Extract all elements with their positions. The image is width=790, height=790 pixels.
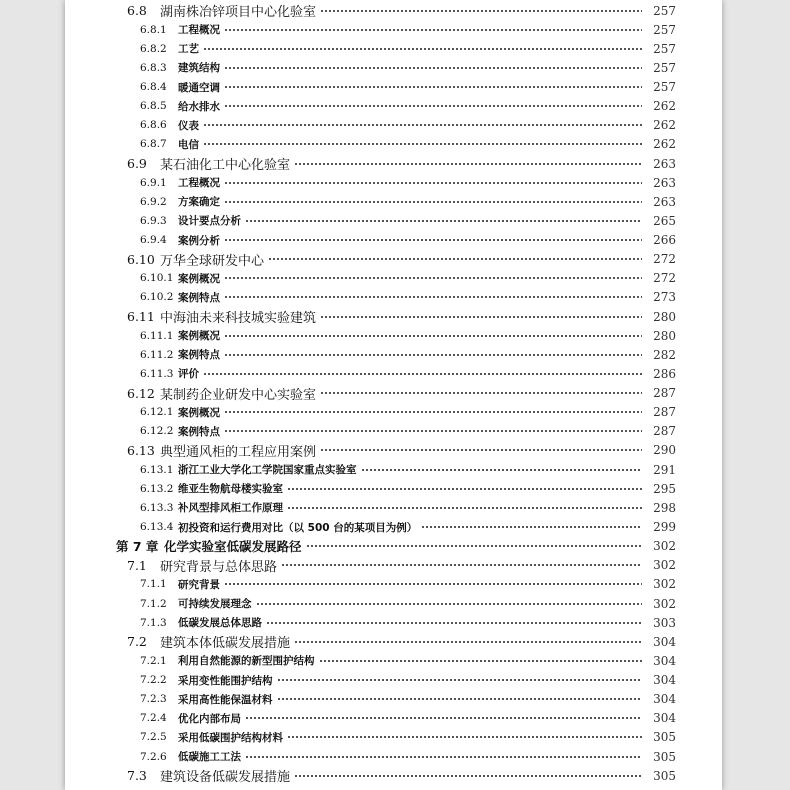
- toc-entry-page: 291: [653, 462, 676, 477]
- toc-entry-number: 6.9: [127, 156, 147, 172]
- dot-leader: [224, 97, 642, 116]
- toc-entry-title: 方案确定: [178, 196, 220, 209]
- toc-entry-title: 中海油未来科技城实验建筑: [160, 311, 317, 327]
- dot-leader: [224, 575, 642, 594]
- toc-entry[interactable]: [65, 498, 722, 517]
- toc-entry-title: 工程概况: [178, 177, 220, 190]
- toc-entry-page: 266: [653, 233, 676, 248]
- toc-entry-page: 265: [653, 213, 676, 228]
- toc-entry[interactable]: [65, 632, 722, 651]
- toc-entry-page: 263: [653, 175, 676, 190]
- toc-entry[interactable]: [65, 575, 722, 594]
- toc-entry-title: 优化内部布局: [178, 712, 241, 725]
- toc-entry-title: 采用低碳围护结构材料: [178, 731, 283, 744]
- toc-entry-number: 6.8.5: [140, 100, 167, 113]
- dot-leader: [224, 20, 642, 39]
- toc-entry-number: 7.2.1: [140, 654, 167, 667]
- toc-entry-title: 初投资和运行费用对比（以 500 台的某项目为例）: [178, 521, 418, 534]
- toc-entry-page: 303: [653, 615, 676, 630]
- toc-entry-number: 7.1.1: [140, 578, 167, 591]
- toc-entry-number: 7.1.2: [140, 597, 167, 610]
- toc-entry-number: 6.8: [127, 3, 147, 18]
- toc-entry-page: 304: [653, 673, 676, 688]
- toc-entry[interactable]: [65, 345, 722, 364]
- toc-entry-number: 6.8.3: [140, 61, 167, 74]
- dot-leader: [224, 403, 642, 422]
- toc-entry-number: 7.1: [127, 557, 147, 573]
- toc-entry[interactable]: [65, 613, 722, 632]
- toc-entry[interactable]: [65, 39, 722, 58]
- toc-entry[interactable]: [65, 173, 722, 192]
- dot-leader: [277, 671, 643, 690]
- dot-leader: [203, 39, 642, 58]
- toc-entry-page: 257: [653, 60, 676, 75]
- dot-leader: [281, 556, 642, 575]
- toc-entry-number: 7.2.2: [140, 674, 167, 687]
- dot-leader: [320, 307, 642, 326]
- dot-leader: [224, 58, 642, 77]
- toc-entry-page: 262: [653, 118, 676, 133]
- toc-entry[interactable]: [65, 460, 722, 479]
- toc-entry-number: 6.8.4: [140, 81, 167, 94]
- toc-entry[interactable]: [65, 384, 722, 403]
- dot-leader: [306, 537, 642, 556]
- toc-entry-title: 工艺: [178, 43, 199, 56]
- toc-entry-number: 6.10.1: [140, 272, 174, 285]
- toc-entry-page: 273: [653, 290, 676, 305]
- toc-entry[interactable]: [65, 441, 722, 460]
- dot-leader: [203, 116, 642, 135]
- toc-entry[interactable]: [65, 135, 722, 154]
- toc-entry-page: 302: [653, 539, 676, 554]
- toc-entry-title: 采用高性能保温材料: [178, 693, 273, 706]
- toc-entry-page: 302: [653, 558, 676, 573]
- dot-leader: [256, 594, 643, 613]
- dot-leader: [245, 709, 642, 728]
- toc-entry-page: 304: [653, 692, 676, 707]
- toc-entry[interactable]: [65, 479, 722, 498]
- toc-entry-number: 6.10.2: [140, 291, 174, 304]
- toc-entry[interactable]: [65, 211, 722, 230]
- toc-entry-title: 案例特点: [178, 291, 220, 304]
- toc-entry-title: 案例概况: [178, 272, 220, 285]
- toc-entry-number: 6.11: [127, 309, 155, 325]
- toc-entry-number: 6.8.6: [140, 119, 167, 132]
- toc-entry-number: 6.8.7: [140, 138, 167, 151]
- toc-entry[interactable]: [65, 231, 722, 250]
- toc-entry[interactable]: [65, 269, 722, 288]
- toc-entry-title: 低碳施工工法: [178, 751, 241, 764]
- toc-entry-page: 287: [653, 424, 676, 439]
- dot-leader: [224, 173, 642, 192]
- toc-entry-number: 7.2.5: [140, 731, 167, 744]
- toc-entry-page: 272: [653, 252, 676, 267]
- toc-entry-page: 302: [653, 577, 676, 592]
- dot-leader: [287, 498, 642, 517]
- toc-entry[interactable]: [65, 192, 722, 211]
- toc-entry-number: 6.12.1: [140, 406, 174, 419]
- toc-entry-page: 287: [653, 405, 676, 420]
- toc-entry-number: 6.8.1: [140, 23, 167, 36]
- toc-entry[interactable]: [65, 307, 722, 326]
- dot-leader: [224, 326, 642, 345]
- toc-entry-number: 6.13.4: [140, 521, 174, 533]
- toc-entry-number: 6.13.1: [140, 463, 174, 476]
- toc-entry-title: 评价: [178, 368, 199, 381]
- dot-leader: [203, 364, 642, 383]
- dot-leader: [320, 441, 642, 460]
- toc-entry-page: 304: [653, 711, 676, 726]
- toc-entry-page: 280: [653, 328, 676, 343]
- toc-entry-page: 287: [653, 386, 676, 401]
- dot-leader: [320, 1, 642, 20]
- toc-entry-number: 6.9.4: [140, 234, 167, 247]
- dot-leader: [203, 135, 642, 154]
- toc-entry-number: 6.13: [127, 442, 155, 458]
- toc-entry[interactable]: [65, 20, 722, 39]
- toc-entry-title: 利用自然能源的新型围护结构: [178, 655, 315, 668]
- toc-entry[interactable]: [65, 518, 722, 537]
- toc-entry-page: 262: [653, 137, 676, 152]
- dot-leader: [224, 231, 642, 250]
- toc-entry-page: 304: [653, 634, 676, 649]
- toc-entry-page: 305: [653, 768, 676, 783]
- toc-entry-page: 257: [653, 41, 676, 56]
- toc-entry-number: 7.2.4: [140, 712, 167, 725]
- dot-leader: [320, 384, 642, 403]
- dot-leader: [361, 460, 643, 479]
- dot-leader: [224, 288, 642, 307]
- toc-entry-title: 建筑设备低碳发展措施: [160, 770, 291, 786]
- dot-leader: [277, 690, 643, 709]
- toc-entry-title: 可持续发展理念: [178, 598, 252, 611]
- toc-entry-number: 6.11.1: [140, 329, 174, 342]
- toc-entry[interactable]: [65, 288, 722, 307]
- toc-entry[interactable]: [65, 594, 722, 613]
- toc-entry-number: 7.1.3: [140, 616, 167, 629]
- toc-entry-title: 研究背景与总体思路: [160, 559, 278, 575]
- toc-entry-number: 6.8.2: [140, 42, 167, 55]
- toc-entry[interactable]: [65, 403, 722, 422]
- dot-leader: [245, 211, 642, 230]
- toc-entry-title: 浙江工业大学化工学院国家重点实验室: [178, 464, 357, 477]
- dot-leader: [224, 269, 642, 288]
- toc-entry-number: 6.13.3: [140, 501, 174, 514]
- toc-entry-title: 工程概况: [178, 24, 220, 37]
- toc-entry-page: 304: [653, 653, 676, 668]
- toc-entry-page: 280: [653, 309, 676, 324]
- toc-entry-title: 设计要点分析: [178, 215, 241, 228]
- toc-entry[interactable]: [65, 326, 722, 345]
- toc-entry-title: 建筑本体低碳发展措施: [160, 636, 291, 652]
- toc-entry-title: 维亚生物航母楼实验室: [178, 483, 283, 496]
- toc-entry-title: 电信: [178, 138, 199, 151]
- toc-entry-title: 给水排水: [178, 100, 220, 113]
- toc-entry-number: 7.2.6: [140, 750, 167, 763]
- toc-entry[interactable]: [65, 766, 722, 785]
- toc-entry-page: 295: [653, 481, 676, 496]
- dot-leader: [224, 192, 642, 211]
- toc-entry-page: 272: [653, 271, 676, 286]
- toc-entry[interactable]: [65, 728, 722, 747]
- toc-entry[interactable]: [65, 537, 722, 556]
- toc-entry-title: 案例分析: [178, 234, 220, 247]
- toc-entry-number: 7.3: [127, 768, 147, 784]
- toc-entry[interactable]: [65, 690, 722, 709]
- toc-entry[interactable]: [65, 154, 722, 173]
- toc-entry-number: 7.2: [127, 634, 147, 650]
- toc-entry-title: 建筑结构: [178, 62, 220, 75]
- toc-entry[interactable]: [65, 58, 722, 77]
- toc-entry[interactable]: [65, 116, 722, 135]
- dot-leader: [224, 422, 642, 441]
- toc-entry-title: 案例特点: [178, 425, 220, 438]
- toc-entry-title: 采用变性能围护结构: [178, 674, 273, 687]
- toc-entry-number: 6.9.2: [140, 195, 167, 208]
- document-page: [65, 0, 722, 790]
- dot-leader: [421, 518, 642, 537]
- dot-leader: [319, 651, 643, 670]
- toc-entry-page: 299: [653, 520, 676, 534]
- toc-entry-number: 6.13.2: [140, 482, 174, 495]
- toc-entry[interactable]: [65, 651, 722, 670]
- dot-leader: [266, 613, 642, 632]
- toc-entry-title: 案例特点: [178, 349, 220, 362]
- toc-entry[interactable]: [65, 250, 722, 269]
- toc-entry-number: 6.11.3: [140, 367, 174, 380]
- dot-leader: [294, 632, 642, 651]
- toc-entry-number: 6.9.1: [140, 176, 167, 189]
- toc-entry-page: 305: [653, 730, 676, 745]
- toc-entry-page: 286: [653, 366, 676, 381]
- toc-entry-page: 305: [653, 749, 676, 764]
- toc-entry[interactable]: [65, 97, 722, 116]
- toc-entry-number: 6.10: [127, 251, 155, 267]
- dot-leader: [224, 78, 642, 97]
- toc-entry[interactable]: [65, 364, 722, 383]
- toc-entry[interactable]: [65, 556, 722, 575]
- toc-entry-page: 257: [653, 3, 676, 18]
- toc-entry-title: 化学实验室低碳发展路径: [164, 539, 302, 555]
- toc-entry-title: 某石油化工中心化验室: [160, 158, 291, 174]
- toc-entry-number: 7.2.3: [140, 693, 167, 706]
- dot-leader: [268, 250, 642, 269]
- toc-entry-page: 290: [653, 443, 676, 458]
- toc-entry-page: 263: [653, 194, 676, 209]
- toc-entry-number: 6.12: [127, 385, 155, 401]
- toc-entry-page: 257: [653, 22, 676, 37]
- toc-entry[interactable]: [65, 709, 722, 728]
- toc-entry-title: 补风型排风柜工作原理: [178, 502, 283, 515]
- toc-entry-number: 6.11.2: [140, 348, 174, 361]
- toc-entry-title: 湖南株冶锌项目中心化验室: [160, 5, 317, 20]
- toc-entry-number: 6.9.3: [140, 214, 167, 227]
- dot-leader: [224, 345, 642, 364]
- toc-entry-page: 257: [653, 80, 676, 95]
- dot-leader: [294, 766, 642, 785]
- toc-entry-page: 262: [653, 99, 676, 114]
- dot-leader: [287, 728, 642, 747]
- toc-entry-number: 6.12.2: [140, 425, 174, 438]
- toc-entry-title: 某制药企业研发中心实验室: [160, 387, 317, 403]
- dot-leader: [287, 479, 642, 498]
- dot-leader: [245, 747, 642, 766]
- toc-entry-title: 万华全球研发中心: [160, 253, 265, 269]
- toc-entry-page: 282: [653, 347, 676, 362]
- toc-entry[interactable]: [65, 671, 722, 690]
- toc-entry-title: 案例概况: [178, 330, 220, 343]
- toc-entry[interactable]: [65, 1, 722, 20]
- toc-entry-page: 298: [653, 500, 676, 515]
- toc-entry-title: 低碳发展总体思路: [178, 617, 262, 630]
- toc-entry-page: 302: [653, 596, 676, 611]
- toc-entry-number: 第 7 章: [116, 539, 159, 555]
- toc-entry-title: 仪表: [178, 119, 199, 132]
- toc-entry-title: 案例概况: [178, 406, 220, 419]
- dot-leader: [294, 154, 642, 173]
- toc-entry-title: 典型通风柜的工程应用案例: [160, 444, 317, 460]
- toc-entry[interactable]: [65, 747, 722, 766]
- toc-entry[interactable]: [65, 422, 722, 441]
- toc-entry[interactable]: [65, 78, 722, 97]
- toc-entry-title: 研究背景: [178, 578, 220, 591]
- toc-entry-title: 暖通空调: [178, 81, 220, 94]
- toc-entry-page: 263: [653, 156, 676, 171]
